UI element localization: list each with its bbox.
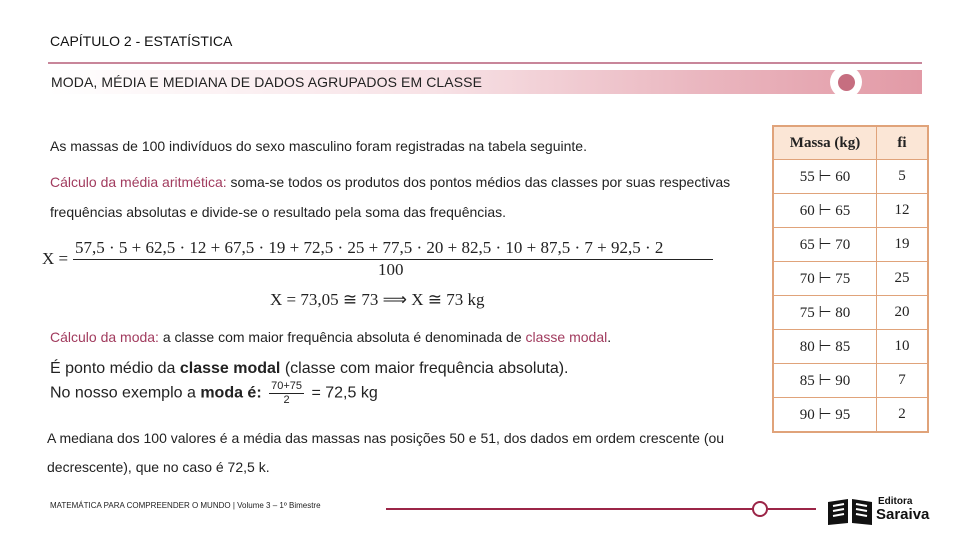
section-title: MODA, MÉDIA E MEDIANA DE DADOS AGRUPADOS EM CLASSE: [51, 74, 483, 90]
formula-lhs: X =: [42, 249, 69, 268]
mean-text: soma-se todos os produtos dos pontos médios das classes por suas respectivas frequências absolutas e divide-se o resultado pela soma das frequências.: [50, 174, 731, 220]
modal-line-2: No nosso exemplo a moda é: $\frac{70+75}{2}$ = 72,5 kg: [50, 380, 378, 406]
formula-denominator: 100: [378, 260, 404, 279]
moda-text: a classe com maior frequência absoluta é denominada de: [158, 329, 526, 345]
median-paragraph: A mediana dos 100 valores é a média das massas nas posições 50 e 51, dos dados em ordem crescente (ou decrescente), que no caso é 72,5 k.: [47, 430, 725, 475]
table-row: 70 ⊢ 75 25: [773, 262, 928, 296]
modal-explanation: [50, 358, 569, 407]
table-header-fi: fi: [877, 126, 929, 160]
table-header-row: [773, 126, 928, 160]
section-banner: [48, 70, 922, 94]
moda-paragraph: [50, 322, 770, 352]
footer-line-right: [768, 508, 816, 510]
table-row: 80 ⊢ 85 10: [773, 330, 928, 364]
header-divider: [48, 62, 922, 64]
footer-text: MATEMÁTICA PARA COMPREENDER O MUNDO | Volume 3 – 1º Bimestre: [50, 501, 321, 510]
book-icon: [826, 496, 874, 526]
footer-circle-icon: [752, 501, 768, 517]
table-row: 55 ⊢ 60 5: [773, 160, 928, 194]
moda-end: .: [607, 329, 612, 345]
table-row: 60 ⊢ 65 12: [773, 194, 928, 228]
footer-line: [386, 508, 756, 510]
formula-numerator: 57,5 · 5 + 62,5 · 12 + 67,5 · 19 + 72,5 · 25 + 77,5 · 20 + 82,5 · 10 + 87,5 · 7 + 92,5 · 2: [75, 238, 664, 257]
decorative-circle-icon: [830, 66, 862, 98]
table-row: 65 ⊢ 70 19: [773, 228, 928, 262]
intro-paragraph: As massas de 100 indivíduos do sexo masculino foram registradas na tabela seguinte.: [50, 138, 587, 154]
table-header-mass: Massa (kg): [773, 126, 877, 160]
table-row: 75 ⊢ 80 20: [773, 296, 928, 330]
mass-frequency-table: [772, 125, 929, 433]
formula-result: X = 73,05 ≅ 73 ⟹ X ≅ 73 kg: [270, 290, 485, 309]
table-row: 90 ⊢ 95 2: [773, 398, 928, 433]
moda-label: Cálculo da moda:: [50, 329, 159, 345]
logo-line-2: Saraiva: [876, 506, 930, 523]
mean-paragraph: [50, 167, 770, 227]
chapter-title: CAPÍTULO 2 - ESTATÍSTICA: [50, 33, 233, 49]
logo-line-1: Editora: [878, 496, 913, 507]
table-row: 85 ⊢ 90 7: [773, 364, 928, 398]
mean-label: Cálculo da média aritmética:: [50, 174, 227, 190]
publisher-logo: [826, 496, 938, 526]
moda-term: classe modal: [525, 329, 608, 345]
modal-line-1: É ponto médio da classe modal (classe com maior frequência absoluta).: [50, 360, 569, 377]
modal-fraction: $\frac{70+75}{2}$: [271, 380, 303, 406]
